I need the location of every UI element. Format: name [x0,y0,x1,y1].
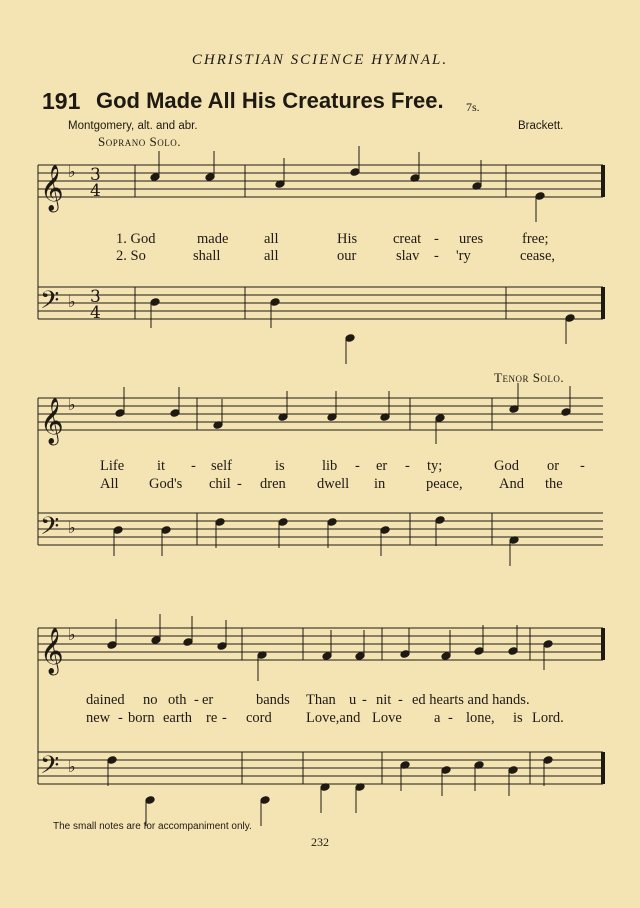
flat-icon: ♭ [68,518,76,537]
time-signature-numerator: 3 [90,165,101,185]
bass-note-head [260,796,270,805]
treble-note-head [115,409,125,418]
lyric-syllable: is [513,710,523,726]
lyric-syllable: our [337,248,357,264]
lyric-syllable: - [362,692,367,708]
running-head: CHRISTIAN SCIENCE HYMNAL. [191,52,449,68]
treble-note-head [355,652,365,661]
treble-note-head [543,640,553,649]
lyric-syllable: er [376,458,388,474]
lyric-syllable: - [194,692,199,708]
soprano-solo-label: Soprano Solo. [98,134,181,149]
treble-note-head [435,414,445,423]
lyric-syllable: 1. God [116,231,156,247]
lyric-syllable: all [264,248,279,264]
lyric-syllable: God's [149,476,183,492]
flat-icon: ♭ [68,757,76,776]
bass-note-head [565,314,575,323]
lyric-syllable: All [100,476,119,492]
time-signature-numerator: 3 [90,287,101,307]
treble-clef-icon: 𝄞 [40,165,64,211]
lyric-syllable: new [86,710,111,726]
lyric-syllable: And [499,476,524,492]
lyric-syllable: lone, [466,710,495,726]
bass-note-head [150,298,160,307]
lyric-syllable: earth [163,710,192,726]
lyric-syllable: oth [168,692,187,708]
flat-icon: ♭ [68,395,76,414]
lyric-syllable: lib [322,458,338,474]
lyric-syllable: Than [306,692,336,708]
bass-note-head [278,518,288,527]
hymn-number: 191 [42,88,81,114]
lyric-syllable: born [128,710,155,726]
lyric-syllable: - [434,248,439,264]
lyric-syllable: slav [396,248,420,264]
page-number: 232 [311,835,329,849]
treble-note-head [150,173,160,182]
lyric-syllable: ty; [427,458,443,474]
treble-note-head [217,642,227,651]
treble-note-head [400,650,410,659]
lyric-syllable: - [191,458,196,474]
lyric-syllable: peace, [426,476,463,492]
lyric-syllable: is [275,458,285,474]
hymn-meter: 7s. [466,100,480,114]
bass-note-head [345,334,355,343]
lyric-syllable: Love,and [306,710,361,726]
flat-icon: ♭ [68,292,76,311]
treble-clef-icon: 𝄞 [40,398,64,444]
lyric-syllable: Life [100,458,125,474]
treble-note-head [474,647,484,656]
bass-note-head [441,766,451,775]
lyric-syllable: free; [522,231,549,247]
lyric-syllable: dwell [317,476,350,492]
lyric-syllable: - [118,710,123,726]
treble-note-head [508,647,518,656]
lyric-syllable: a [434,710,441,726]
lyric-syllable: dren [260,476,286,492]
time-signature-denominator: 4 [90,181,101,201]
lyric-syllable: His [337,231,358,247]
lyric-syllable: cease, [520,248,556,264]
hymn-title: God Made All His Creatures Free. [96,88,444,113]
bass-clef-icon: 𝄢 [40,512,60,547]
bass-note-head [327,518,337,527]
words-credit: Montgomery, alt. and abr. [68,120,198,132]
bass-note-head [380,526,390,535]
lyric-syllable: nit [376,692,392,708]
bass-clef-icon: 𝄢 [40,751,60,786]
lyric-syllable: all [264,231,279,247]
lyric-syllable: in [374,476,386,492]
bass-note-head [435,516,445,525]
lyric-syllable: - [355,458,360,474]
treble-note-head [561,408,571,417]
lyric-syllable: - [434,231,439,247]
bass-note-head [270,298,280,307]
lyric-syllable: 2. So [116,248,146,264]
lyric-syllable: cord [246,710,272,726]
tenor-solo-label: Tenor Solo. [494,370,565,385]
bass-note-head [508,766,518,775]
bass-note-head [107,756,117,765]
flat-icon: ♭ [68,625,76,644]
lyric-syllable: Lord. [532,710,564,726]
lyric-syllable: ures [459,231,484,247]
lyric-syllable: - [237,476,242,492]
lyric-syllable: shall [193,248,221,264]
lyric-syllable: or [547,458,560,474]
lyric-syllable: er [202,692,214,708]
lyric-syllable: - [222,710,227,726]
treble-note-head [183,638,193,647]
lyric-syllable: dained [86,692,125,708]
lyric-syllable: - [405,458,410,474]
treble-note-head [535,192,545,201]
lyric-syllable: ed hearts and hands. [412,692,530,708]
bass-clef-icon: 𝄢 [40,286,60,321]
lyric-syllable: 'ry [456,248,471,264]
lyric-syllable: - [448,710,453,726]
lyric-syllable: - [398,692,403,708]
bass-note-head [113,526,123,535]
treble-note-head [350,168,360,177]
lyric-syllable: u [349,692,357,708]
lyric-syllable: self [211,458,232,474]
lyric-syllable: it [157,458,166,474]
lyric-syllable: bands [256,692,290,708]
bass-note-head [145,796,155,805]
treble-note-head [205,173,215,182]
treble-note-head [322,652,332,661]
lyric-syllable: Love [372,710,402,726]
treble-note-head [107,641,117,650]
lyric-syllable: chil [209,476,231,492]
music-credit: Brackett. [518,120,564,132]
flat-icon: ♭ [68,162,76,181]
lyric-syllable: re [206,710,218,726]
footnote: The small notes are for accompaniment only. [53,821,252,832]
bass-note-head [215,518,225,527]
treble-clef-icon: 𝄞 [40,628,64,674]
lyric-syllable: made [197,231,229,247]
lyric-syllable: no [143,692,158,708]
treble-note-head [441,652,451,661]
lyric-syllable: - [580,458,585,474]
lyric-syllable: God [494,458,519,474]
time-signature-denominator: 4 [90,303,101,323]
bass-note-head [543,756,553,765]
lyric-syllable: creat [393,231,422,247]
lyric-syllable: the [545,476,563,492]
treble-note-head [151,636,161,645]
treble-note-head [170,409,180,418]
bass-note-head [161,526,171,535]
